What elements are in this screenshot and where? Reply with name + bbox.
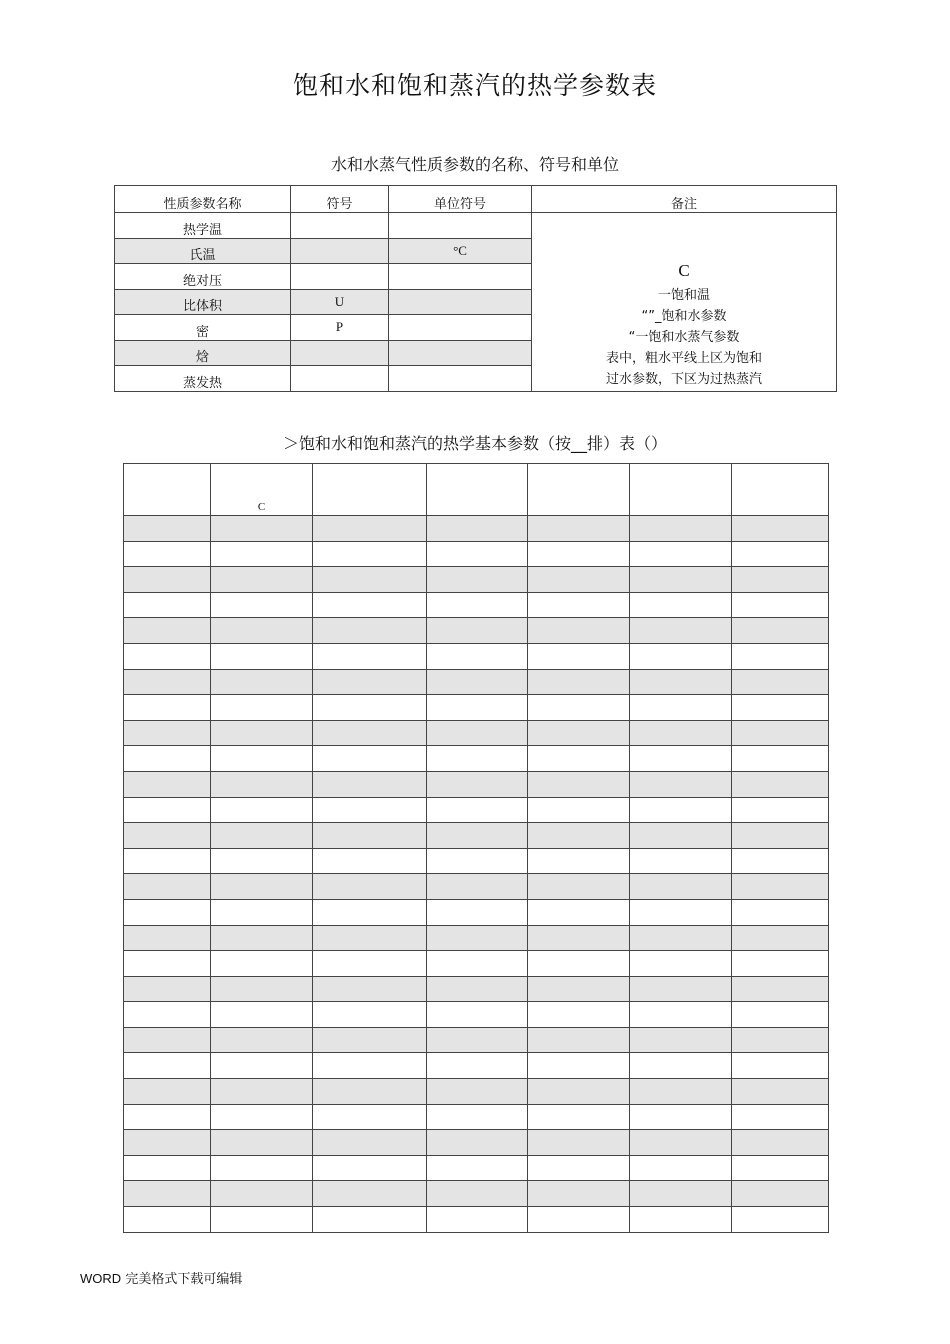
table-cell — [630, 899, 732, 925]
param-symbol — [291, 213, 389, 239]
table-cell — [427, 925, 528, 951]
table-cell — [313, 1207, 427, 1233]
table-cell — [630, 1053, 732, 1079]
table-cell — [427, 669, 528, 695]
table-cell — [211, 618, 313, 644]
param-symbol — [291, 238, 389, 264]
table-cell — [124, 592, 211, 618]
table-cell — [427, 618, 528, 644]
table-cell — [313, 643, 427, 669]
table-cell — [528, 1104, 630, 1130]
note-cell — [532, 213, 837, 392]
table-cell — [313, 592, 427, 618]
table-cell — [124, 567, 211, 593]
table-cell — [732, 695, 829, 721]
table-cell — [630, 823, 732, 849]
header-symbol: 符号 — [291, 186, 389, 213]
param-name: 比体积 — [115, 289, 291, 315]
table-cell — [124, 899, 211, 925]
table-cell — [630, 1181, 732, 1207]
table-row — [124, 516, 829, 542]
param-unit — [389, 340, 532, 366]
table-header-row — [115, 186, 837, 213]
table-cell — [732, 618, 829, 644]
table-cell — [313, 823, 427, 849]
table-cell — [211, 899, 313, 925]
table-cell — [124, 951, 211, 977]
table-cell — [732, 951, 829, 977]
table-cell — [427, 541, 528, 567]
table-cell — [211, 541, 313, 567]
table-cell — [528, 746, 630, 772]
table-cell — [124, 1155, 211, 1181]
table-cell — [211, 1130, 313, 1156]
page-title: 饱和水和饱和蒸汽的热学参数表 — [292, 71, 657, 100]
table-cell — [528, 695, 630, 721]
param-unit — [389, 264, 532, 290]
table-row — [124, 1155, 829, 1181]
table-cell — [427, 899, 528, 925]
table-cell — [630, 976, 732, 1002]
table-cell — [211, 771, 313, 797]
table-cell — [313, 1155, 427, 1181]
header-cell — [732, 464, 829, 516]
table-cell — [732, 925, 829, 951]
table-cell — [313, 1079, 427, 1105]
table-cell — [732, 899, 829, 925]
parameter-names-table — [114, 185, 837, 392]
table-row — [124, 1053, 829, 1079]
table-cell — [528, 823, 630, 849]
table-cell — [313, 848, 427, 874]
table-row — [124, 848, 829, 874]
table-cell — [732, 1053, 829, 1079]
table-cell — [528, 1002, 630, 1028]
table-cell — [211, 1002, 313, 1028]
table-cell — [732, 1104, 829, 1130]
table-cell — [313, 797, 427, 823]
table-cell — [124, 746, 211, 772]
table-row — [124, 823, 829, 849]
table-cell — [124, 771, 211, 797]
table-cell — [528, 874, 630, 900]
table-cell — [211, 823, 313, 849]
param-symbol — [291, 366, 389, 392]
table-cell — [427, 951, 528, 977]
table-cell — [427, 823, 528, 849]
table-cell — [211, 567, 313, 593]
table-cell — [313, 669, 427, 695]
table-cell — [732, 848, 829, 874]
table-cell — [211, 720, 313, 746]
table-cell — [630, 1002, 732, 1028]
param-unit — [389, 213, 532, 239]
table-cell — [124, 643, 211, 669]
table-cell — [528, 951, 630, 977]
table-cell — [732, 643, 829, 669]
table-cell — [313, 516, 427, 542]
table-cell — [211, 925, 313, 951]
table-row — [124, 643, 829, 669]
table-cell — [427, 1002, 528, 1028]
table-cell — [124, 669, 211, 695]
table-cell — [630, 541, 732, 567]
table-cell — [313, 720, 427, 746]
note-line: 表中，粗水平线上区为饱和 — [605, 351, 762, 366]
table-cell — [313, 1130, 427, 1156]
table-cell — [124, 1079, 211, 1105]
table-cell — [427, 1053, 528, 1079]
table-row — [124, 592, 829, 618]
table2-title: ＞饱和水和饱和蒸汽的热学基本参数（按__排）表（） — [282, 434, 667, 453]
table-cell — [630, 516, 732, 542]
table-cell — [732, 567, 829, 593]
table-cell — [630, 1155, 732, 1181]
table-row — [124, 541, 829, 567]
table-cell — [630, 925, 732, 951]
table-cell — [211, 516, 313, 542]
table-cell — [211, 1053, 313, 1079]
table-cell — [630, 771, 732, 797]
table-cell — [427, 567, 528, 593]
table-cell — [427, 848, 528, 874]
table-cell — [528, 669, 630, 695]
table-cell — [313, 1181, 427, 1207]
table-cell — [124, 1130, 211, 1156]
table-cell — [732, 823, 829, 849]
table-cell — [211, 951, 313, 977]
table-cell — [427, 797, 528, 823]
table-cell — [732, 797, 829, 823]
table-cell — [313, 618, 427, 644]
table-cell — [732, 1130, 829, 1156]
table-cell — [528, 925, 630, 951]
table-cell — [630, 567, 732, 593]
table-cell — [528, 618, 630, 644]
table-cell — [732, 1207, 829, 1233]
table-cell — [732, 1027, 829, 1053]
table-cell — [211, 1181, 313, 1207]
footer-word: WORD — [80, 1271, 122, 1286]
note-line: “”_饱和水参数 — [641, 309, 727, 324]
table-cell — [528, 797, 630, 823]
param-symbol — [291, 340, 389, 366]
header-cell — [427, 464, 528, 516]
table-row — [124, 1104, 829, 1130]
table-cell — [211, 1155, 313, 1181]
table-cell — [528, 516, 630, 542]
table-cell — [124, 925, 211, 951]
table-row — [124, 925, 829, 951]
table-cell — [124, 1207, 211, 1233]
param-name: 绝对压 — [115, 264, 291, 290]
table-row — [124, 899, 829, 925]
note-symbol: C — [678, 261, 690, 280]
table-cell — [528, 592, 630, 618]
table-row — [124, 567, 829, 593]
table-cell — [211, 1207, 313, 1233]
table2-header-row — [124, 464, 829, 516]
table1-title: 水和水蒸气性质参数的名称、符号和单位 — [330, 155, 619, 174]
table-cell — [211, 643, 313, 669]
table-cell — [732, 1181, 829, 1207]
table-cell — [630, 951, 732, 977]
table-row — [124, 1181, 829, 1207]
table-row — [124, 797, 829, 823]
thermal-parameters-table — [123, 463, 829, 1233]
param-name: 热学温 — [115, 213, 291, 239]
table-cell — [630, 618, 732, 644]
table-cell — [211, 797, 313, 823]
table-cell — [732, 771, 829, 797]
table-cell — [732, 1002, 829, 1028]
table-cell — [124, 695, 211, 721]
note-line: 一饱和温 — [657, 288, 710, 303]
table-row — [124, 976, 829, 1002]
table-cell — [211, 848, 313, 874]
table-cell — [528, 1130, 630, 1156]
param-name: 氏温 — [115, 238, 291, 264]
table-cell — [630, 669, 732, 695]
header-name: 性质参数名称 — [115, 186, 291, 213]
table-cell — [427, 592, 528, 618]
table-cell — [313, 1053, 427, 1079]
param-unit: °C — [389, 238, 532, 264]
param-unit — [389, 289, 532, 315]
header-cell — [630, 464, 732, 516]
table-cell — [427, 720, 528, 746]
table-cell — [630, 746, 732, 772]
table-cell — [211, 976, 313, 1002]
table-cell — [124, 1104, 211, 1130]
table-cell — [630, 1207, 732, 1233]
table-row — [124, 771, 829, 797]
table-cell — [427, 976, 528, 1002]
table-cell — [211, 874, 313, 900]
table-cell — [528, 1079, 630, 1105]
table-row — [124, 746, 829, 772]
table-cell — [630, 695, 732, 721]
param-symbol — [291, 264, 389, 290]
table-cell — [124, 720, 211, 746]
table-cell — [313, 695, 427, 721]
table-cell — [427, 874, 528, 900]
table-cell — [630, 643, 732, 669]
table-cell — [732, 976, 829, 1002]
table-cell — [211, 1104, 313, 1130]
table-cell — [630, 1027, 732, 1053]
table-cell — [427, 1027, 528, 1053]
table-row — [124, 874, 829, 900]
table-cell — [313, 951, 427, 977]
table-cell — [528, 643, 630, 669]
table-cell — [211, 592, 313, 618]
table-cell — [124, 618, 211, 644]
table-row — [124, 720, 829, 746]
table-cell — [427, 1207, 528, 1233]
table-cell — [124, 823, 211, 849]
table-cell — [427, 1130, 528, 1156]
table-row — [124, 618, 829, 644]
table-cell — [732, 1079, 829, 1105]
table-cell — [427, 1079, 528, 1105]
table-cell — [124, 874, 211, 900]
table-cell — [211, 1079, 313, 1105]
table-cell — [124, 1002, 211, 1028]
table-cell — [528, 1053, 630, 1079]
note-line: “一饱和水蒸气参数 — [628, 330, 740, 345]
table-cell — [528, 720, 630, 746]
param-unit — [389, 366, 532, 392]
table-cell — [427, 643, 528, 669]
table-cell — [630, 1104, 732, 1130]
table-cell — [124, 976, 211, 1002]
table-cell — [211, 746, 313, 772]
footer — [80, 1268, 242, 1287]
table-cell — [313, 976, 427, 1002]
table-row — [124, 1207, 829, 1233]
table2-body — [124, 464, 829, 1233]
table-cell — [630, 1130, 732, 1156]
table-cell — [732, 669, 829, 695]
table-cell — [124, 1181, 211, 1207]
table-cell — [732, 874, 829, 900]
table-cell — [211, 669, 313, 695]
table-cell — [427, 746, 528, 772]
table-row — [124, 669, 829, 695]
header-cell — [124, 464, 211, 516]
header-cell — [313, 464, 427, 516]
table-row — [115, 213, 837, 239]
table-row — [124, 1079, 829, 1105]
table-cell — [313, 771, 427, 797]
table-cell — [528, 1027, 630, 1053]
table-cell — [528, 771, 630, 797]
table-cell — [732, 746, 829, 772]
table-cell — [427, 695, 528, 721]
table-row — [124, 951, 829, 977]
table-cell — [427, 516, 528, 542]
table-cell — [630, 874, 732, 900]
table-cell — [528, 1181, 630, 1207]
table-cell — [313, 925, 427, 951]
param-symbol: P — [291, 315, 389, 341]
table-cell — [313, 746, 427, 772]
param-name: 密 — [115, 315, 291, 341]
table-cell — [630, 797, 732, 823]
table-cell — [528, 899, 630, 925]
table-cell — [313, 1027, 427, 1053]
table-cell — [211, 1027, 313, 1053]
table-row — [124, 1130, 829, 1156]
table-cell — [528, 1207, 630, 1233]
table-cell — [124, 1053, 211, 1079]
table-cell — [732, 592, 829, 618]
table-cell — [427, 1181, 528, 1207]
table-cell — [732, 541, 829, 567]
table-cell — [313, 899, 427, 925]
table-cell — [313, 541, 427, 567]
param-name: 蒸发热 — [115, 366, 291, 392]
table-cell — [732, 720, 829, 746]
table-cell — [124, 848, 211, 874]
table-cell — [313, 1104, 427, 1130]
note-line: 过水参数，下区为过热蒸汽 — [605, 372, 762, 387]
table-cell — [630, 592, 732, 618]
table-cell — [124, 541, 211, 567]
param-symbol: U — [291, 289, 389, 315]
table-cell — [313, 567, 427, 593]
table-cell — [732, 1155, 829, 1181]
table-cell — [630, 1079, 732, 1105]
table-cell — [427, 771, 528, 797]
footer-text: 完美格式下载可编辑 — [125, 1272, 243, 1287]
table-cell — [630, 848, 732, 874]
param-name: 焓 — [115, 340, 291, 366]
table-cell — [211, 695, 313, 721]
header-note: 备注 — [532, 186, 837, 213]
table-cell — [528, 567, 630, 593]
table-cell — [427, 1104, 528, 1130]
table-row — [124, 1002, 829, 1028]
param-unit — [389, 315, 532, 341]
table-cell — [427, 1155, 528, 1181]
table-cell — [732, 516, 829, 542]
header-cell — [528, 464, 630, 516]
table-cell — [313, 1002, 427, 1028]
table-cell — [528, 976, 630, 1002]
table-cell — [630, 720, 732, 746]
table-cell — [528, 1155, 630, 1181]
table-row — [124, 695, 829, 721]
header-unit: 单位符号 — [389, 186, 532, 213]
table-cell — [528, 848, 630, 874]
table-cell — [528, 541, 630, 567]
table-row — [124, 1027, 829, 1053]
table-cell — [124, 516, 211, 542]
header-unit-cell: C — [211, 464, 313, 516]
table-cell — [124, 797, 211, 823]
table-cell — [313, 874, 427, 900]
table-cell — [124, 1027, 211, 1053]
